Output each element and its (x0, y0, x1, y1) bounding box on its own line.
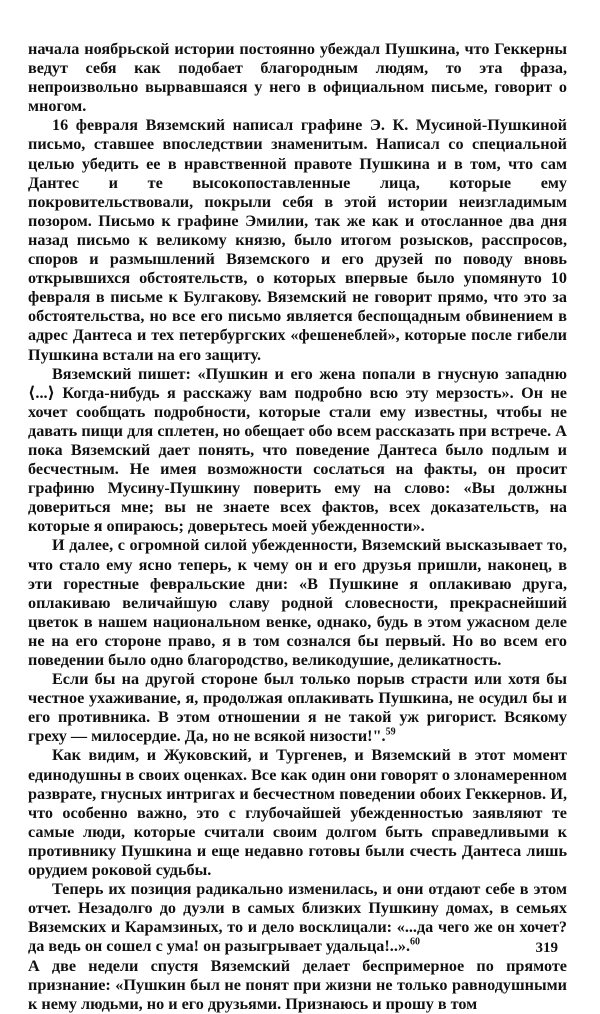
paragraph-4 (28, 536, 567, 670)
paragraph-4-text: И далее, с огромной силой убежденности, Вяземский высказывает то, что стало ему ясно теперь, к чему он и его друзья пришли, наконец, в эти горестные февральские дни: «В Пушкине я оплакиваю друга, оплакиваю величайшую славу родной словесности, прекраснейший цветок в нашем национальном венке, однако, будь в этом ужасном деле не на его стороне право, я в том сознался бы первый. Но во всем его поведении было одно благородство, великодушие, деликатность. (28, 536, 567, 669)
paragraph-8 (28, 957, 567, 1014)
page-text (28, 40, 567, 1014)
paragraph-1 (28, 40, 567, 116)
paragraph-7 (28, 880, 567, 956)
footnote-ref-60: 60 (410, 937, 421, 949)
paragraph-5 (28, 670, 567, 746)
paragraph-5-text: Если бы на другой стороне был только порыв страсти или хотя бы честное ухаживание, я, продолжая оплакивать Пушкина, не осудил бы и его противника. В этом отношении я не такой уж ригорист. Всякому греху — милосердие. Да, но не всякой низости!". (28, 670, 567, 746)
page-number: 319 (535, 940, 558, 956)
paragraph-8-text: А две недели спустя Вяземский делает беспримерное по прямоте признание: «Пушкин был не понят при жизни не только равнодушными к нему людьми, но и его друзьями. Признаюсь и прошу в том (28, 956, 567, 1013)
paragraph-1-text: начала ноябрьской истории постоянно убеждал Пушкина, что Геккерны ведут себя как подобает благородным людям, то эта фраза, непроизвольно вырвавшаяся у него в официальном письме, говорит о многом. (28, 40, 567, 116)
paragraph-7-text: Теперь их позиция радикально изменилась, и они отдают себе в этом отчет. Незадолго до дуэли в самых близких Пушкину домах, в семьях Вяземских и Карамзиных, то и дело восклицали: «...да чего же он хочет? да ведь он сошел с ума! он разыгрывает удальца!..». (28, 880, 567, 956)
paragraph-6 (28, 746, 567, 880)
paragraph-3-text: Вяземский пишет: «Пушкин и его жена попали в гнусную западню ⟨...⟩ Когда-нибудь я расскажу вам подробно всю эту мерзость». Он не хочет сообщать подробности, которые стали ему известны, чтобы не давать пищи для сплетен, но обещает обо всем рассказать при встрече. А пока Вяземский дает понять, что поведение Дантеса было подлым и бесчестным. Не имея возможности сослаться на факты, он просит графиню Мусину-Пушкину поверить ему на слово: «Вы должны довериться мне; вы не знаете всех фактов, всех доказательств, на которые я опираюсь; доверьтесь моей убежденности». (28, 364, 567, 536)
paragraph-6-text: Как видим, и Жуковский, и Тургенев, и Вяземский в этот момент единодушны в своих оценках. Все как один они говорят о злонамеренном разврате, гнусных интригах и бесчестном поведении обоих Геккернов. И, что особенно важно, это с глубочайшей убежденностью заявляют те самые люди, которые считали своим долгом быть справедливыми к противнику Пушкина и еще недавно готовы были счесть Дантеса лишь орудием роковой судьбы. (28, 746, 567, 880)
paragraph-3 (28, 365, 567, 537)
paragraph-2 (28, 116, 567, 364)
footnote-ref-59: 59 (385, 726, 396, 738)
paragraph-2-text: 16 февраля Вяземский написал графине Э. К. Мусиной-Пушкиной письмо, ставшее впоследствии знаменитым. Написал со специальной целью убедить ее в нравственной правоте Пушкина и в том, что сам Дантес и те высокопоставленные лица, которые ему покровительствовали, покрыли себя в этой истории неизгладимым позором. Письмо к графине Эмилии, так же как и отосланное два дня назад письмо к великому князю, было итогом розысков, расспросов, споров и размышлений Вяземского и его друзей по поводу вновь открывшихся обстоятельств, о которых впервые было упомянуто 10 февраля в письме к Булгакову. Вяземский не говорит прямо, что это за обстоятельства, но все его письмо является беспощадным обвинением в адрес Дантеса и тех петербургских «фешенеблей», которые после гибели Пушкина встали на его защиту. (28, 116, 567, 364)
